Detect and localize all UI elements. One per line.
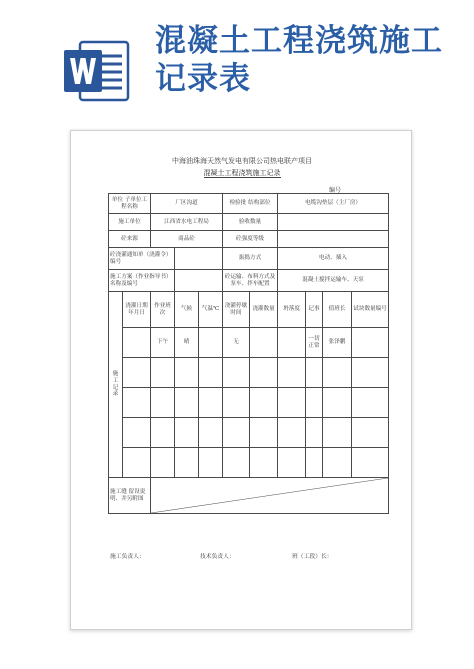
table-cell	[278, 358, 306, 388]
table-cell	[323, 448, 352, 478]
table-cell	[250, 448, 278, 478]
table-cell	[151, 448, 175, 478]
unit-project-value: 厂区沟道	[151, 194, 223, 214]
pour-notice-label: 砼浇灌通知单（浇灌令）编号	[109, 248, 175, 270]
table-cell: 张泽鹏	[323, 328, 352, 358]
column-header: 试块数量编号	[352, 292, 389, 328]
construction-joint-cell	[151, 478, 389, 514]
table-cell	[278, 448, 306, 478]
transport-label: 砼运输、布料方式及泵车、拌车配置	[223, 270, 278, 292]
table-cell	[151, 418, 175, 448]
table-cell	[175, 418, 199, 448]
column-header: 气温℃	[199, 292, 223, 328]
check-quantity-label: 验收数量	[223, 214, 278, 231]
construction-joint-label: 施工缝 留设说明、并另附图	[109, 478, 151, 514]
table-row	[109, 358, 389, 388]
table-row	[109, 214, 389, 231]
table-cell	[199, 418, 223, 448]
form-subtitle	[71, 168, 413, 178]
column-header: 记事	[306, 292, 323, 328]
strength-grade-label: 砼强度等级	[223, 231, 278, 248]
table-cell: 下午	[151, 328, 175, 358]
column-header: 浇灌停歇时间	[223, 292, 250, 328]
table-cell	[306, 418, 323, 448]
table-cell: 无	[223, 328, 250, 358]
table-row	[109, 194, 389, 214]
code-label: 编号	[329, 187, 342, 194]
table-cell	[278, 388, 306, 418]
table-cell	[123, 358, 151, 388]
table-cell: 一切正常	[306, 328, 323, 358]
column-header: 浇灌数量	[250, 292, 278, 328]
table-cell	[175, 448, 199, 478]
table-cell	[123, 388, 151, 418]
check-quantity-value	[278, 214, 389, 231]
table-cell	[323, 418, 352, 448]
form-subtitle-text: 混凝土工程浇筑施工记录	[203, 169, 281, 177]
table-cell	[352, 358, 389, 388]
column-header: 作业班次	[151, 292, 175, 328]
table-cell	[323, 388, 352, 418]
construction-unit-label: 施工单位	[109, 214, 151, 231]
team-lead-label: 班（工段）长：	[292, 554, 333, 560]
table-cell	[250, 388, 278, 418]
word-document-icon	[62, 36, 132, 106]
table-cell	[352, 448, 389, 478]
table-cell	[199, 388, 223, 418]
table-cell	[175, 358, 199, 388]
table-row	[109, 231, 389, 248]
construction-unit-value: 江西省水电工程局	[151, 214, 223, 231]
concrete-source-label: 砼来源	[109, 231, 151, 248]
table-cell	[223, 418, 250, 448]
construction-lead-label: 施工负责人：	[110, 554, 145, 560]
table-cell	[306, 448, 323, 478]
column-header: 值班长	[323, 292, 352, 328]
table-row	[109, 448, 389, 478]
record-table	[108, 193, 389, 514]
table-cell	[278, 418, 306, 448]
unit-project-label: 单位 子单位工程名称	[109, 194, 151, 214]
document-page	[70, 130, 412, 630]
table-cell	[199, 358, 223, 388]
table-cell	[352, 328, 389, 358]
table-cell	[123, 328, 151, 358]
table-cell	[250, 328, 278, 358]
table-cell	[306, 358, 323, 388]
scheme-label: 施工方案（作业指导书）名称及编号	[109, 270, 175, 292]
table-row	[109, 328, 389, 358]
check-part-label: 检验批 结构部位	[223, 194, 278, 214]
table-cell	[352, 418, 389, 448]
organization-name: 中海油珠海天然气发电有限公司热电联产项目	[172, 157, 312, 165]
record-section-label: 施工记录	[109, 292, 123, 478]
table-cell	[175, 388, 199, 418]
table-row	[109, 478, 389, 514]
header-banner	[0, 0, 474, 118]
table-cell	[151, 388, 175, 418]
concrete-source-value: 商品砼	[151, 231, 223, 248]
vibration-label: 振捣方式	[223, 248, 278, 270]
table-cell	[250, 418, 278, 448]
pour-notice-value	[175, 248, 223, 270]
table-cell	[278, 328, 306, 358]
column-header: 坍落度	[278, 292, 306, 328]
table-cell: 晴	[175, 328, 199, 358]
table-cell	[306, 388, 323, 418]
table-row	[109, 388, 389, 418]
column-header: 气候	[175, 292, 199, 328]
table-cell	[199, 328, 223, 358]
vibration-value: 电动、插入	[278, 248, 389, 270]
table-cell	[151, 358, 175, 388]
transport-value: 混凝土搅拌运输车、天泵	[278, 270, 389, 292]
table-cell	[352, 388, 389, 418]
table-cell	[323, 358, 352, 388]
table-row	[109, 270, 389, 292]
tech-lead-label: 技术负责人：	[200, 554, 235, 560]
column-header: 浇灌日期 年月日	[123, 292, 151, 328]
table-cell	[223, 448, 250, 478]
scheme-value	[175, 270, 223, 292]
table-cell	[123, 448, 151, 478]
table-cell	[123, 418, 151, 448]
diagonal-line	[151, 478, 388, 513]
check-part-value: 电缆沟垫层（主厂房）	[278, 194, 389, 214]
table-cell	[223, 358, 250, 388]
table-cell	[199, 448, 223, 478]
page-title: 混凝土工程浇筑施工记录表	[155, 23, 443, 97]
strength-grade-value	[278, 231, 389, 248]
table-cell	[223, 388, 250, 418]
column-header-row	[109, 292, 389, 328]
table-row	[109, 418, 389, 448]
table-cell	[250, 358, 278, 388]
table-row	[109, 248, 389, 270]
